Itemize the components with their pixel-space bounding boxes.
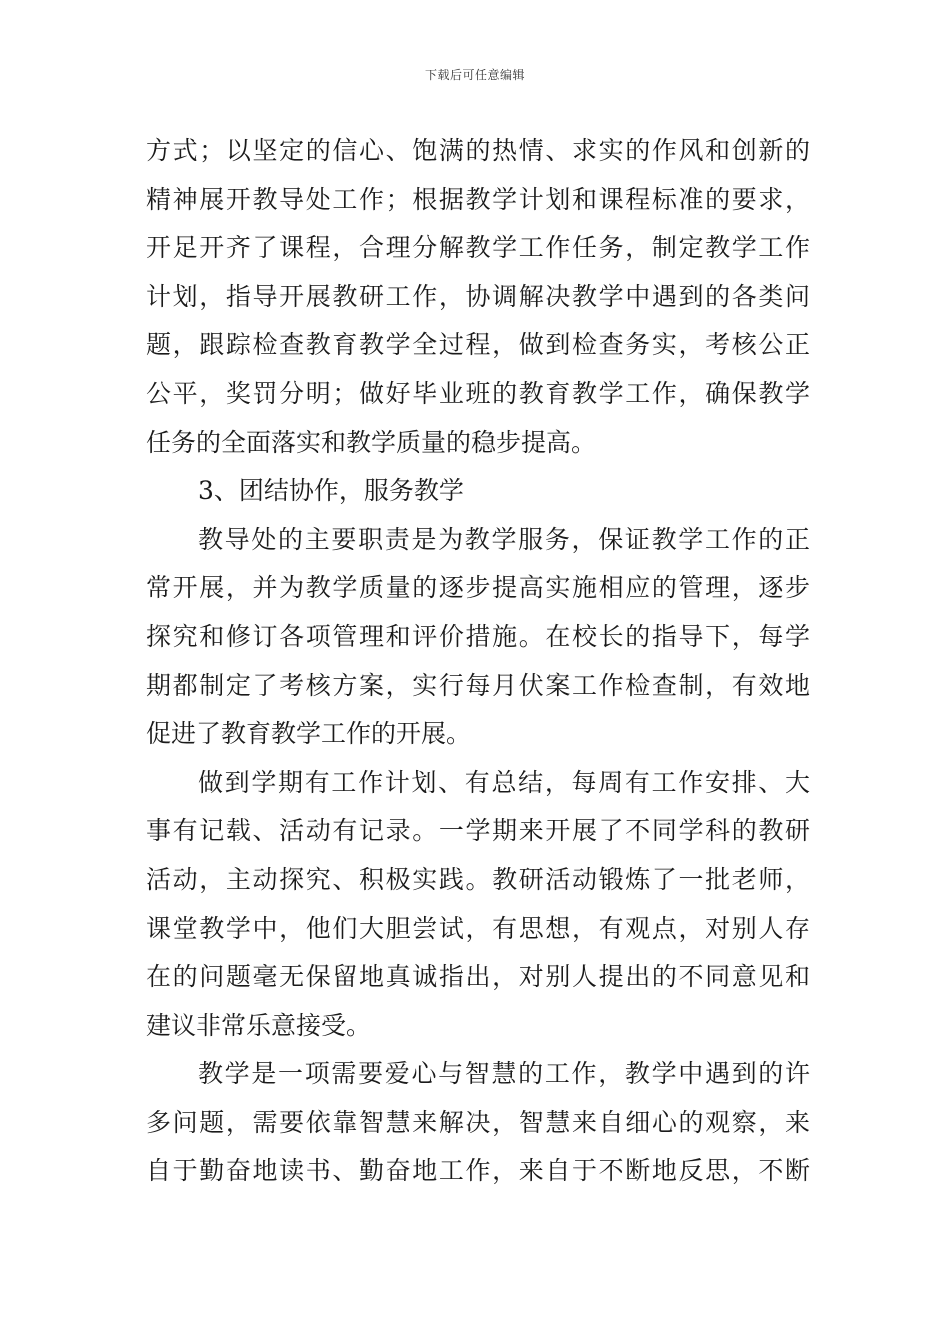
header-note: 下载后可任意编辑 [424, 68, 525, 82]
text-line: 事有记载、活动有记录。一学期来开展了不同学科的教研 [146, 816, 810, 846]
text-line: 题，跟踪检查教育教学全过程，做到检查务实，考核公正 [146, 330, 810, 360]
text-line: 促进了教育教学工作的开展。 [146, 719, 472, 749]
text-line: 任务的全面落实和教学质量的稳步提高。 [146, 427, 597, 457]
text-line: 计划，指导开展教研工作，协调解决教学中遇到的各类问 [146, 281, 810, 311]
text-line: 课堂教学中，他们大胆尝试，有思想，有观点，对别人存 [146, 913, 810, 943]
text-line: 3、团结协作，服务教学 [198, 476, 464, 506]
text-line: 精神展开教导处工作；根据教学计划和课程标准的要求， [146, 184, 810, 214]
text-line: 方式；以坚定的信心、饱满的热情、求实的作风和创新的 [146, 136, 810, 165]
text-line: 在的问题毫无保留地真诚指出，对别人提出的不同意见和 [146, 962, 810, 992]
text-line: 期都制定了考核方案，实行每月伏案工作检查制，有效地 [146, 670, 810, 700]
text-line: 活动，主动探究、积极实践。教研活动锻炼了一批老师， [146, 864, 810, 894]
text-line: 常开展，并为教学质量的逐步提高实施相应的管理，逐步 [146, 573, 810, 603]
text-line: 教学是一项需要爱心与智慧的工作，教学中遇到的许 [198, 1059, 810, 1089]
text-line: 建议非常乐意接受。 [146, 1010, 372, 1040]
text-line: 公平，奖罚分明；做好毕业班的教育教学工作，确保教学 [146, 378, 810, 408]
text-line: 多问题，需要依靠智慧来解决，智慧来自细心的观察，来 [146, 1107, 810, 1137]
text-line: 教导处的主要职责是为教学服务，保证教学工作的正 [198, 524, 810, 554]
text-line: 探究和修订各项管理和评价措施。在校长的指导下，每学 [146, 621, 810, 651]
text-line: 开足开齐了课程，合理分解教学工作任务，制定教学工作 [146, 233, 810, 263]
text-line: 自于勤奋地读书、勤奋地工作，来自于不断地反思，不断 [146, 1156, 810, 1186]
document-body [146, 127, 810, 1196]
text-line: 做到学期有工作计划、有总结，每周有工作安排、大 [198, 767, 810, 797]
